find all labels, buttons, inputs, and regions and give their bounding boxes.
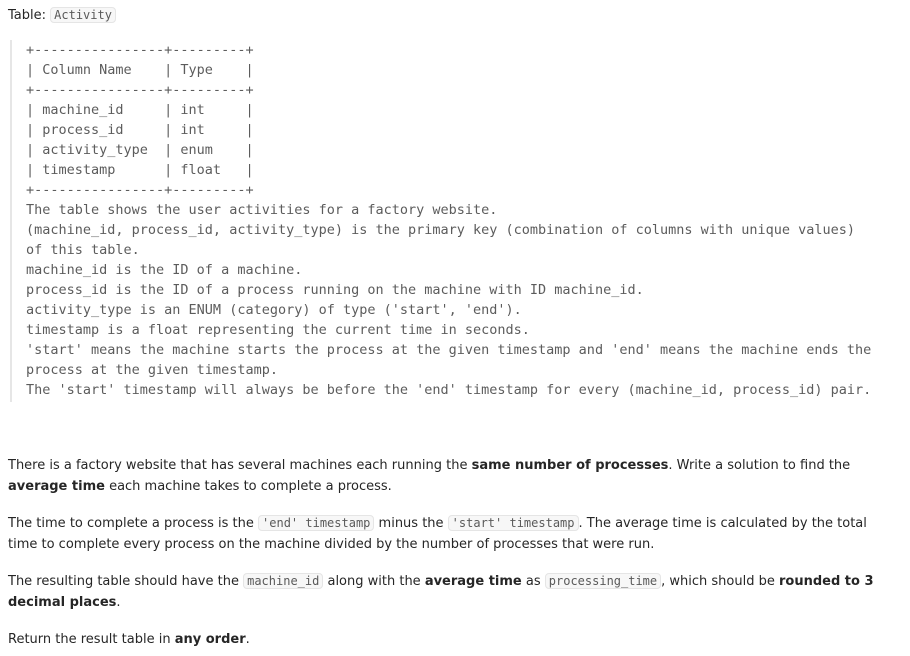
schema-line: | machine_id | int | bbox=[26, 102, 254, 118]
text: . bbox=[116, 595, 121, 610]
time-definition-paragraph bbox=[8, 513, 898, 555]
description-paragraph bbox=[8, 455, 898, 497]
schema-line: +----------------+---------+ bbox=[26, 182, 254, 198]
schema-line: | Column Name | Type | bbox=[26, 62, 254, 78]
schema-line: The 'start' timestamp will always be before the 'end' timestamp for every (machine_id, process_id) pair. bbox=[26, 382, 872, 398]
text: . Write a solution to find the bbox=[668, 458, 851, 473]
table-title bbox=[8, 4, 116, 27]
schema-line: process at the given timestamp. bbox=[26, 362, 278, 378]
result-paragraph bbox=[8, 571, 898, 613]
text: The time to complete a process is the bbox=[8, 516, 259, 531]
order-paragraph bbox=[8, 629, 898, 650]
schema-line: machine_id is the ID of a machine. bbox=[26, 262, 303, 278]
text: , which should be bbox=[661, 574, 779, 589]
schema-line: +----------------+---------+ bbox=[26, 42, 254, 58]
schema-block bbox=[10, 40, 910, 402]
inline-code: 'end' timestamp bbox=[258, 515, 374, 531]
bold-text: average time bbox=[8, 479, 105, 494]
schema-line: of this table. bbox=[26, 242, 140, 258]
inline-code: processing_time bbox=[545, 573, 661, 589]
schema-line: process_id is the ID of a process running on the machine with ID machine_id. bbox=[26, 282, 644, 298]
text: . bbox=[245, 632, 250, 647]
schema-text bbox=[26, 40, 910, 400]
table-label: Table: bbox=[8, 8, 51, 23]
schema-line: activity_type is an ENUM (category) of type ('start', 'end'). bbox=[26, 302, 522, 318]
bold-text: rounded to 3 decimal places bbox=[8, 574, 874, 610]
table-name-code: Activity bbox=[50, 7, 116, 23]
text: The resulting table should have the bbox=[8, 574, 244, 589]
text: There is a factory website that has several machines each running the bbox=[8, 458, 472, 473]
text: each machine takes to complete a process. bbox=[104, 479, 392, 494]
schema-line: +----------------+---------+ bbox=[26, 82, 254, 98]
schema-line: (machine_id, process_id, activity_type) is the primary key (combination of columns with unique values) bbox=[26, 222, 856, 238]
schema-line: timestamp is a float representing the current time in seconds. bbox=[26, 322, 530, 338]
inline-code: machine_id bbox=[243, 573, 323, 589]
text: as bbox=[521, 574, 545, 589]
schema-line: | activity_type | enum | bbox=[26, 142, 254, 158]
bold-text: same number of processes bbox=[471, 458, 669, 473]
text: along with the bbox=[323, 574, 425, 589]
bold-text: average time bbox=[424, 574, 522, 589]
text: minus the bbox=[374, 516, 448, 531]
schema-line: 'start' means the machine starts the process at the given timestamp and 'end' means the machine ends the bbox=[26, 342, 872, 358]
inline-code: 'start' timestamp bbox=[448, 515, 579, 531]
schema-line: The table shows the user activities for a factory website. bbox=[26, 202, 498, 218]
text: . The average time is calculated by the total time to complete every process on the machine divided by the number of processes that were run. bbox=[8, 516, 867, 552]
schema-line: | timestamp | float | bbox=[26, 162, 254, 178]
schema-line: | process_id | int | bbox=[26, 122, 254, 138]
text: Return the result table in bbox=[8, 632, 175, 647]
bold-text: any order bbox=[174, 632, 246, 647]
